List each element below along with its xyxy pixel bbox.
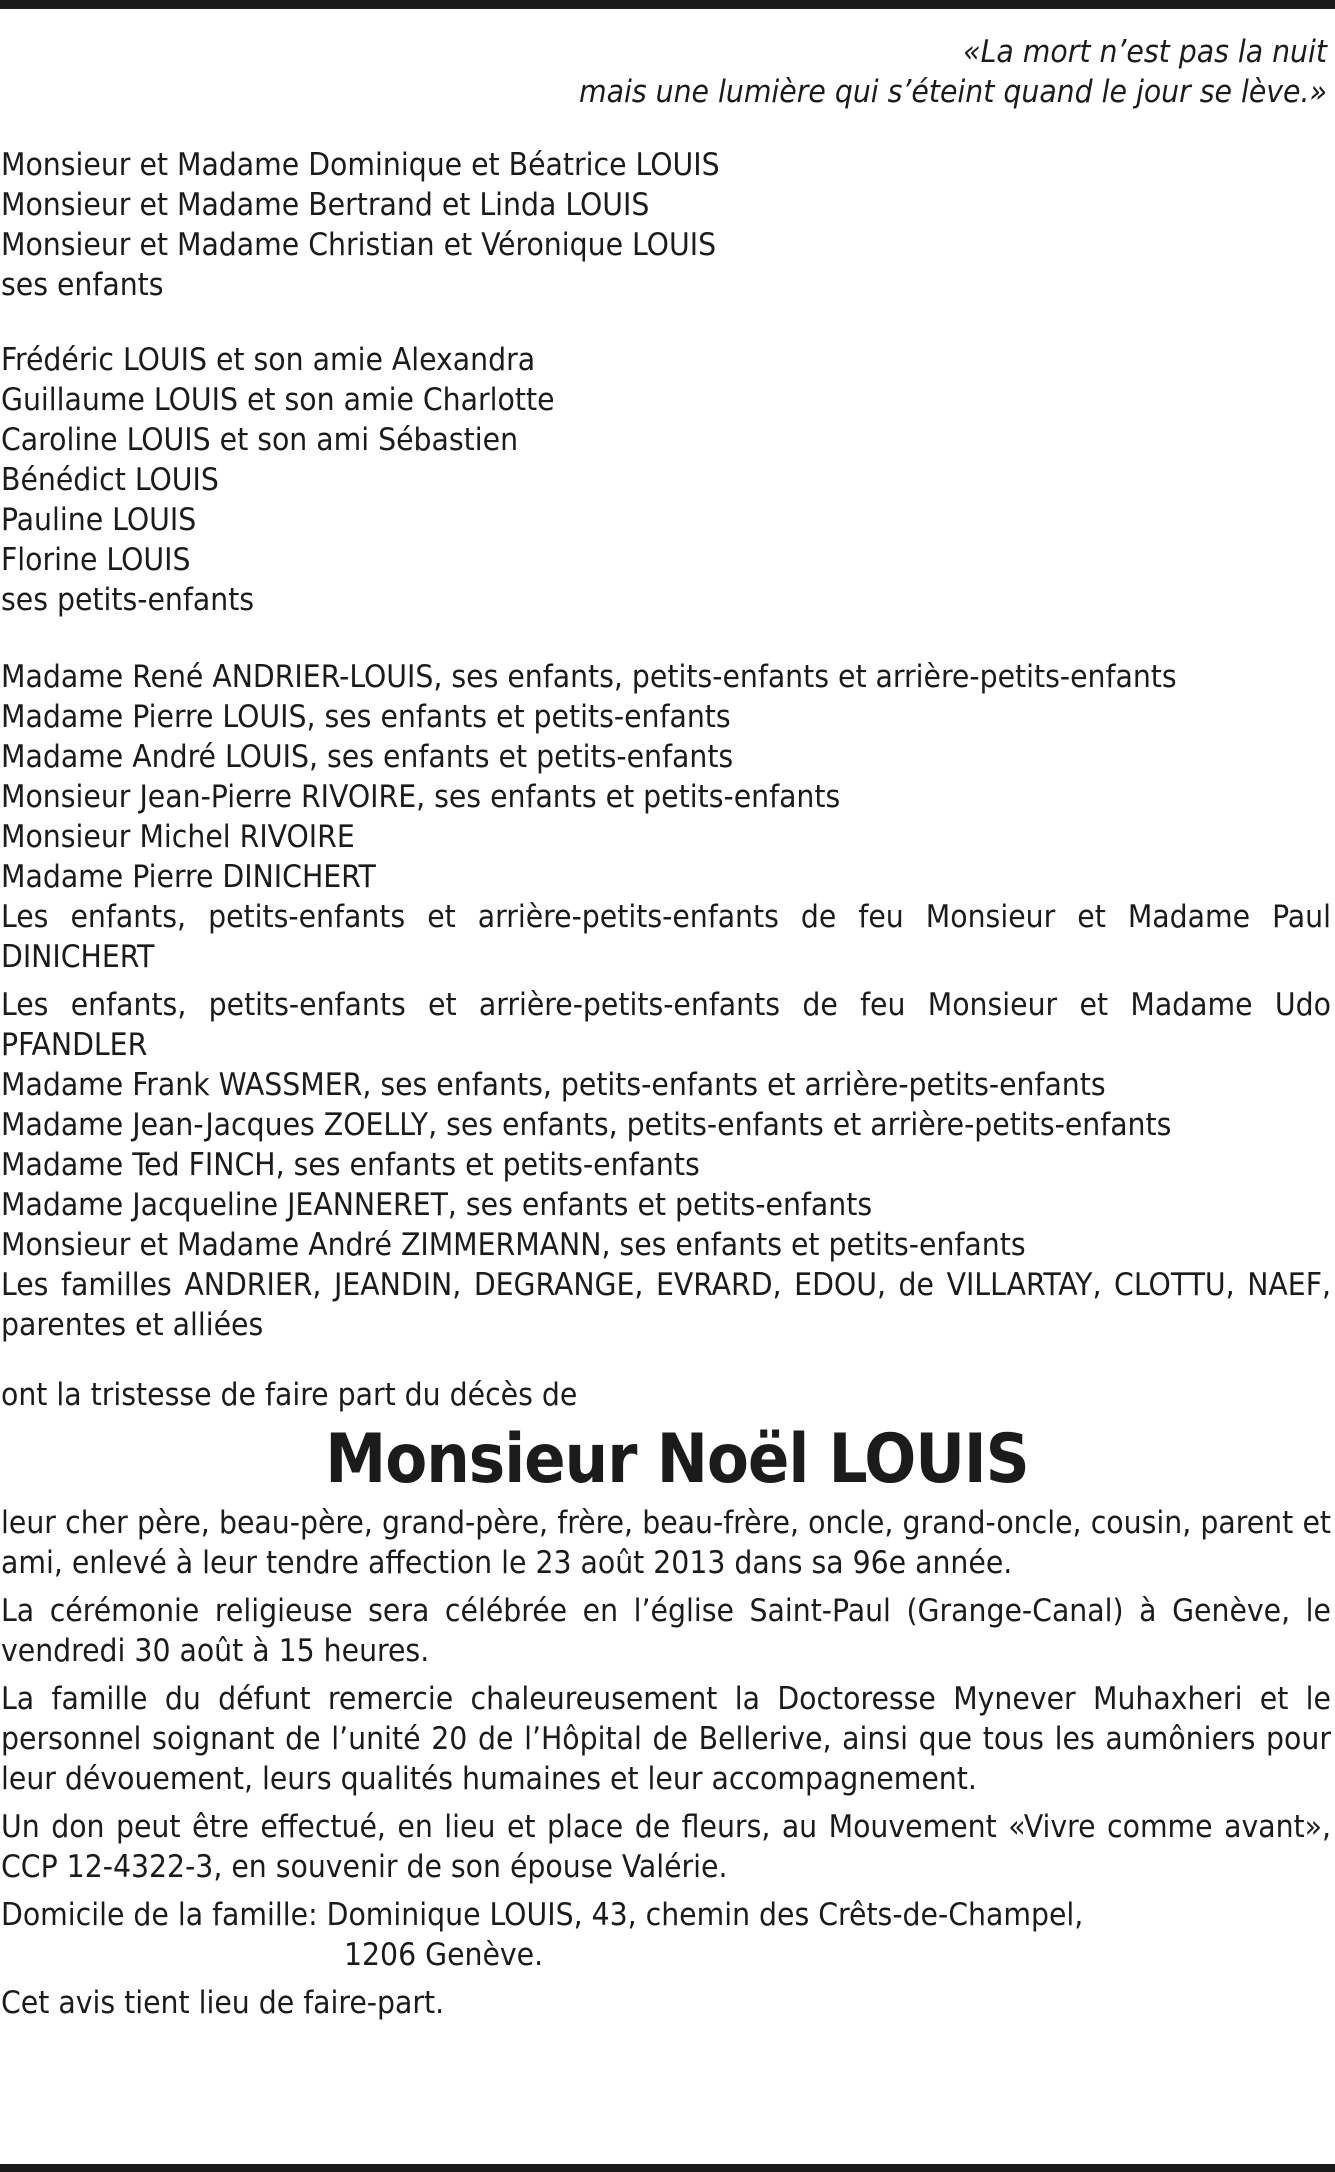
list-item: Madame Pierre DINICHERT: [1, 859, 376, 895]
list-item: Guillaume LOUIS et son amie Charlotte: [1, 382, 555, 418]
domicile-block: [1, 1895, 1331, 1975]
epigraph: [1, 32, 1331, 112]
list-item: Madame Ted FINCH, ses enfants et petits-enfants: [1, 1147, 700, 1183]
bottom-rule: [0, 2164, 1335, 2172]
relatives-list: [1, 657, 1331, 1345]
relation-paragraph: leur cher père, beau-père, grand-père, frère, beau-frère, oncle, grand-oncle, cousin, parent et ami, enlevé à leur tendre affection le 23 août 2013 dans sa 96e année.: [1, 1505, 1331, 1581]
list-item: ses petits-enfants: [1, 582, 255, 618]
list-item: Bénédict LOUIS: [1, 462, 219, 498]
domicile-line: Domicile de la famille: Dominique LOUIS, 43, chemin des Crêts-de-Champel,: [1, 1897, 1084, 1933]
children-list: [1, 145, 1331, 305]
obituary-notice: [1, 32, 1331, 2023]
ceremony-paragraph: La cérémonie religieuse sera célébrée en l’église Saint-Paul (Grange-Canal) à Genève, le vendredi 30 août à 15 heures.: [1, 1593, 1331, 1669]
list-item: Florine LOUIS: [1, 542, 191, 578]
list-item: Monsieur et Madame Christian et Véronique LOUIS: [1, 227, 717, 263]
list-item-paragraph: Les familles ANDRIER, JEANDIN, DEGRANGE, EVRARD, EDOU, de VILLARTAY, CLOTTU, NAEF, parentes et alliées: [1, 1267, 1331, 1343]
list-item: Monsieur et Madame Bertrand et Linda LOUIS: [1, 187, 650, 223]
announcement-intro: ont la tristesse de faire part du décès de: [1, 1377, 578, 1413]
donation-paragraph: Un don peut être effectué, en lieu et place de fleurs, au Mouvement «Vivre comme avant», CCP 12-4322-3, en souvenir de son épouse Valérie.: [1, 1809, 1331, 1885]
top-rule: [0, 0, 1335, 9]
list-item: Pauline LOUIS: [1, 502, 197, 538]
thanks-paragraph: La famille du défunt remercie chaleureusement la Doctoresse Mynever Muhaxheri et le personnel soignant de l’unité 20 de l’Hôpital de Bellerive, ainsi que tous les aumôniers pour leur dévouement, leurs qualités humaines et leur accompagnement.: [1, 1681, 1331, 1797]
list-item: Madame René ANDRIER-LOUIS, ses enfants, petits-enfants et arrière-petits-enfants: [1, 659, 1177, 695]
closing-note: Cet avis tient lieu de faire-part.: [1, 1985, 445, 2021]
domicile-city: 1206 Genève.: [344, 1937, 544, 1973]
list-item: Monsieur et Madame Dominique et Béatrice LOUIS: [1, 147, 720, 183]
list-item: Madame Pierre LOUIS, ses enfants et petits-enfants: [1, 699, 731, 735]
list-item: Monsieur Michel RIVOIRE: [1, 819, 355, 855]
list-item: Madame Frank WASSMER, ses enfants, petits-enfants et arrière-petits-enfants: [1, 1067, 1106, 1103]
list-item: Madame Jacqueline JEANNERET, ses enfants et petits-enfants: [1, 1187, 873, 1223]
list-item: Frédéric LOUIS et son amie Alexandra: [1, 342, 536, 378]
epigraph-line: mais une lumière qui s’éteint quand le jour se lève.»: [579, 74, 1327, 110]
list-item: ses enfants: [1, 267, 164, 303]
epigraph-line: «La mort n’est pas la nuit: [963, 34, 1327, 70]
list-item: Caroline LOUIS et son ami Sébastien: [1, 422, 519, 458]
list-item: Monsieur et Madame André ZIMMERMANN, ses enfants et petits-enfants: [1, 1227, 1026, 1263]
list-item: Madame André LOUIS, ses enfants et petits-enfants: [1, 739, 734, 775]
grandchildren-list: [1, 340, 1331, 620]
list-item: Monsieur Jean-Pierre RIVOIRE, ses enfants et petits-enfants: [1, 779, 841, 815]
list-item: Madame Jean-Jacques ZOELLY, ses enfants, petits-enfants et arrière-petits-enfants: [1, 1107, 1172, 1143]
deceased-name: Monsieur Noël LOUIS: [325, 1420, 1029, 1499]
list-item-paragraph: Les enfants, petits-enfants et arrière-petits-enfants de feu Monsieur et Madame Paul DINICHERT: [1, 899, 1331, 975]
list-item-paragraph: Les enfants, petits-enfants et arrière-petits-enfants de feu Monsieur et Madame Udo PFANDLER: [1, 987, 1331, 1063]
